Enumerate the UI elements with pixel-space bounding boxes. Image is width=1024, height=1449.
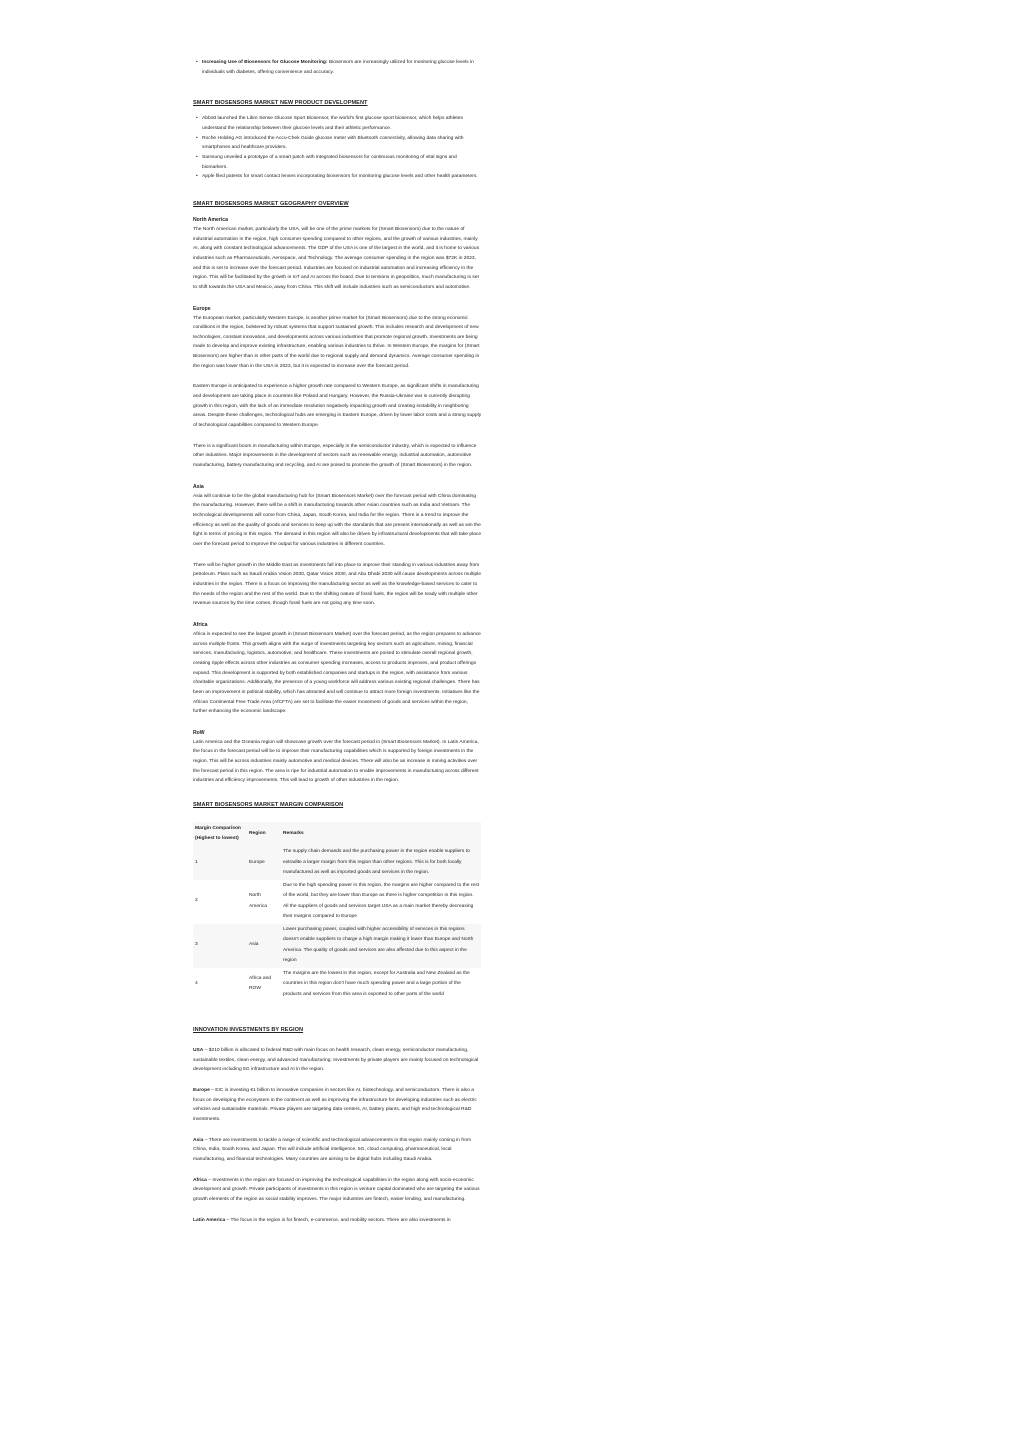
- asia-title: Asia: [193, 483, 204, 490]
- cell-region: North America: [247, 880, 281, 924]
- margin-comparison-table: [193, 822, 481, 1001]
- innovation-paragraph-usa: [193, 1046, 483, 1075]
- cell-rank: 3: [193, 924, 247, 968]
- europe-paragraph-3: There is a significant boom in manufacturing within Europe, especially in the semiconductor industry, which is expected to influence other industries. Major improvements in the development of sectors such as renewable energy, industrial automation, automotive manufacturing, battery manufacturing and recycling, and AI are poised to promote the growth of (Smart Biosensors) in the region.: [193, 443, 477, 469]
- cell-remarks: Due to the high spending power in this region, the margins are higher compared to the rest of the world, but they are lower than Europe as there is higher competition in this region. All the suppliers of goods and services target USA as a main market thereby decreasing their margins compared to Europe: [281, 880, 481, 924]
- list-item: • Samsung unveiled a prototype of a smart patch with integrated biosensors for continuous monitoring of vital signs and biomarkers.: [202, 153, 483, 172]
- region-label: USA: [193, 1048, 204, 1054]
- africa-title: Africa: [193, 621, 208, 628]
- cell-remarks: The supply chain demands and the purchasing power in the region enable suppliers to extradite a larger margin from this region than other regions. This is for both locally manufactured as well as imported goods and services in the region.: [281, 846, 481, 880]
- cell-rank: 1: [193, 846, 247, 880]
- africa-paragraph: Africa is expected to see the largest growth in (Smart Biosensors Market) over the forecast period, as the region prepares to advance across multiple fronts. This growth aligns with the surge of investments targeting key sectors such as agriculture, mining, financial services, manufacturing, logistics, automotive, and healthcare. These investments are poised to stimulate overall regional growth, creating ripple effects across other industries as consumer spending increases, access to products improves, and product offerings expand. This development is supported by both established companies and startups in the region, with assistance from various charitable organizations. Additionally, the presence of a young workforce will address various existing regional challenges. There has been an improvement in political stability, which has attracted and will continue to attract more foreign investments. Initiatives like the African Continental Free Trade Area (AfCFTA) are set to facilitate the easier movement of goods and services within the region, further enhancing the economic landscape.: [193, 631, 481, 715]
- innovation-text: – The focus in the region is for fintech, e-commerce, and mobility sectors. There are also investments in: [225, 1217, 451, 1223]
- list-item: • Roche Holding AG introduced the Accu-Chek Guide glucose meter with Bluetooth connectivity, allowing data sharing with smartphones and healthcare providers.: [202, 134, 483, 153]
- cell-rank: 4: [193, 968, 247, 1002]
- asia-paragraph-2: There will be higher growth in the Middle East as investments fall into place to improve their standing in various industries away from petroleum. Plans such as Saudi Arabia Vision 2030, Qatar Vision 2030, and Abu Dhabi 2030 will cause developments across multiple industries in the region. There is a focus on improving the manufacturing sector as well as the knowledge-based services to cater to the needs of the region and the rest of the world. Due to the shifting nature of fossil fuels, the region will be ready with multiple other revenue sources by the time comes, though fossil fuels are not going any time soon.: [193, 562, 481, 607]
- north-america-title: North America: [193, 216, 228, 223]
- new-product-heading: SMART BIOSENSORS MARKET NEW PRODUCT DEVELOPMENT: [193, 100, 368, 107]
- cell-region: Africa and ROW: [247, 968, 281, 1002]
- cell-remarks: Lower purchasing power, coupled with higher accessibility of services in this regions doesn’t enable suppliers to charge a high margin making it lower than Europe and North America. The quality of goods and services are also affected due to this aspect in the region: [281, 924, 481, 968]
- region-label: Asia: [193, 1137, 204, 1143]
- bullet-bold-label: Increasing Use of Biosensors for Glucose Monitoring:: [202, 60, 328, 65]
- asia-paragraph-1: Asia will continue to be the global manufacturing hub for (Smart Biosensors Market) over the forecast period with China dominating the manufacturing. However, there will be a shift in manufacturing towards other Asian countries such as India and Vietnam. The technological developments will come from China, Japan, South Korea, and India for the region. There is a trend to improve the efficiency as well as the quality of goods and services to keep up with the standards that are present internationally as well as win the fight in terms of pricing in this region. The demand in this region will also be driven by infrastructural developments that will take place over the forecast period to improve the output for various industries in different countries.: [193, 493, 482, 547]
- margin-heading: SMART BIOSENSORS MARKET MARGIN COMPARISON: [193, 802, 344, 809]
- intro-bullet-list: [193, 58, 483, 77]
- table-row: [193, 880, 481, 924]
- innovation-heading: INNOVATION INVESTMENTS BY REGION: [193, 1027, 304, 1034]
- new-product-list: [193, 114, 483, 182]
- table-row: [193, 924, 481, 968]
- list-item: [202, 58, 483, 77]
- region-label: Latin America: [193, 1217, 226, 1223]
- bullet-text: Biosensors are increasingly utilized for monitoring glucose levels in individuals with diabetes, offering convenience and accuracy.: [202, 60, 474, 75]
- list-item: • Apple filed patents for smart contact lenses incorporating biosensors for monitoring glucose levels and other health parameters.: [202, 172, 483, 182]
- table-row: [193, 968, 481, 1002]
- innovation-paragraph-africa: [193, 1176, 483, 1205]
- column-header-remarks: Remarks: [281, 822, 481, 846]
- column-header-margin: Margin Comparison (Highest to lowest): [193, 822, 247, 846]
- europe-paragraph-1: The European market, particularly Western Europe, is another prime market for (Smart Biosensors) due to the strong economic conditions in the region, bolstered by robust systems that support sustained growth. This includes research and development of new technologies, constant innovation, and developments across various industries that promote regional growth. Investments are being made to develop and improve existing infrastructure, enabling various industries to thrive. In Western Europe, the margins for (Smart Biosensors) are higher than in other parts of the world due to regional supply and demand dynamics. Average consumer spending in the region was lower than in the USA in 2023, but it is expected to increase over the forecast period.: [193, 315, 480, 369]
- cell-remarks: The margins are the lowest in this region, except for Australia and New Zealand as the countries in this region don’t have much spending power and a large portion of the products and services from this area is exported to other parts of the world: [281, 968, 481, 1002]
- europe-title: Europe: [193, 305, 211, 312]
- innovation-paragraph-asia: [193, 1136, 483, 1165]
- innovation-text: – There are investments to tackle a range of scientific and technological advancements in this region mainly coming in from China, India, South Korea, and Japan. This will include artificial intelligence, 5G, cloud computing, pharmaceutical, local manufacturing, and financial technologies. Many countries are aiming to be digital hubs including Saudi Arabia.: [193, 1137, 472, 1162]
- document-page: [193, 58, 483, 1225]
- innovation-paragraph-europe: [193, 1086, 483, 1125]
- column-header-region: Region: [247, 822, 281, 846]
- innovation-text: – $210 billion is allocated to federal R&D with main focus on health research, clean energy, semiconductor manufacturing, sustainable textiles, clean energy, and advanced manufacturing. Investments by private players are mainly focused on technological development including 5G infrastructure and AI in the region.: [193, 1048, 479, 1073]
- cell-region: Europe: [247, 846, 281, 880]
- region-label: Europe: [193, 1088, 210, 1094]
- innovation-text: – Investments in the region are focused on improving the technological capabilities in the region along with socio-economic development and growth. Private participants of investments in this region is venture capital dominated who are targeting the various growth elements of the region as social stability improves. The major industries are fintech, easier lending, and manufacturing.: [193, 1177, 480, 1202]
- cell-region: Asia: [247, 924, 281, 968]
- north-america-paragraph: The North American market, particularly the USA, will be one of the prime markets for (Smart Biosensors) due to the nature of industrial automation in the region, high consumer spending compared to other regions, and the growth of various industries, mainly AI, along with constant technological advancements. The GDP of the USA is one of the largest in the world, and it is home to various industries such as Pharmaceuticals, Aerospace, and Technology. The average consumer spending in the region was $72K in 2023, and this is set to increase over the forecast period. Industries are focused on industrial automation and increasing efficiency in the region. This will be facilitated by the growth in IoT and AI across the board. Due to tensions in geopolitics, much manufacturing is set to shift towards the USA and Mexico, away from China. This shift will include industries such as semiconductors and automotive.: [193, 226, 480, 290]
- innovation-text: – EIC is investing €1 billion to innovative companies in sectors like AI, biotechnology, and semiconductors. There is also a focus on developing the ecosystem in the continent as well as improving the infrastructure for developing industries such as electric vehicles and sustainable materials. Private players are targeting data centers, AI, battery plants, and high end technological R&D investments.: [193, 1088, 477, 1123]
- row-title: RoW: [193, 729, 205, 736]
- table-header-row: [193, 822, 481, 846]
- list-item: • Abbott launched the Libre Sense Glucose Sport Biosensor, the world’s first glucose sport biosensor, which helps athletes understand the relationship between their glucose levels and their athletic performance.: [202, 114, 483, 133]
- row-paragraph: Latin America and the Oceania region will showcase growth over the forecast period in (Smart Biosensors Market). In Latin America, the focus in the forecast period will be to improve their manufacturing capabilities which is supported by foreign investments in the region. This will be across industries mainly automotive and medical devices. There will also be an increase in mining activities over the forecast period in this region. The area is ripe for industrial automation to enable improvements in manufacturing across different industries and efficiency improvements. This will lead to growth of other industries in the region.: [193, 739, 479, 784]
- geography-heading: SMART BIOSENSORS MARKET GEOGRAPHY OVERVIEW: [193, 200, 349, 207]
- cell-rank: 2: [193, 880, 247, 924]
- innovation-paragraph-latin-america: [193, 1216, 483, 1226]
- table-row: [193, 846, 481, 880]
- europe-paragraph-2: Eastern Europe is anticipated to experience a higher growth rate compared to Western Europe, as significant shifts in manufacturing and development are taking place in countries like Poland and Hungary. However, the Russia-Ukraine war is currently disrupting growth in this region, with the lack of an immediate resolution negatively impacting growth and creating instability in neighboring areas. Despite these challenges, technological hubs are emerging in Eastern Europe, driven by lower labor costs and a strong supply of technological capabilities compared to Western Europe.: [193, 384, 482, 429]
- region-label: Africa: [193, 1177, 207, 1183]
